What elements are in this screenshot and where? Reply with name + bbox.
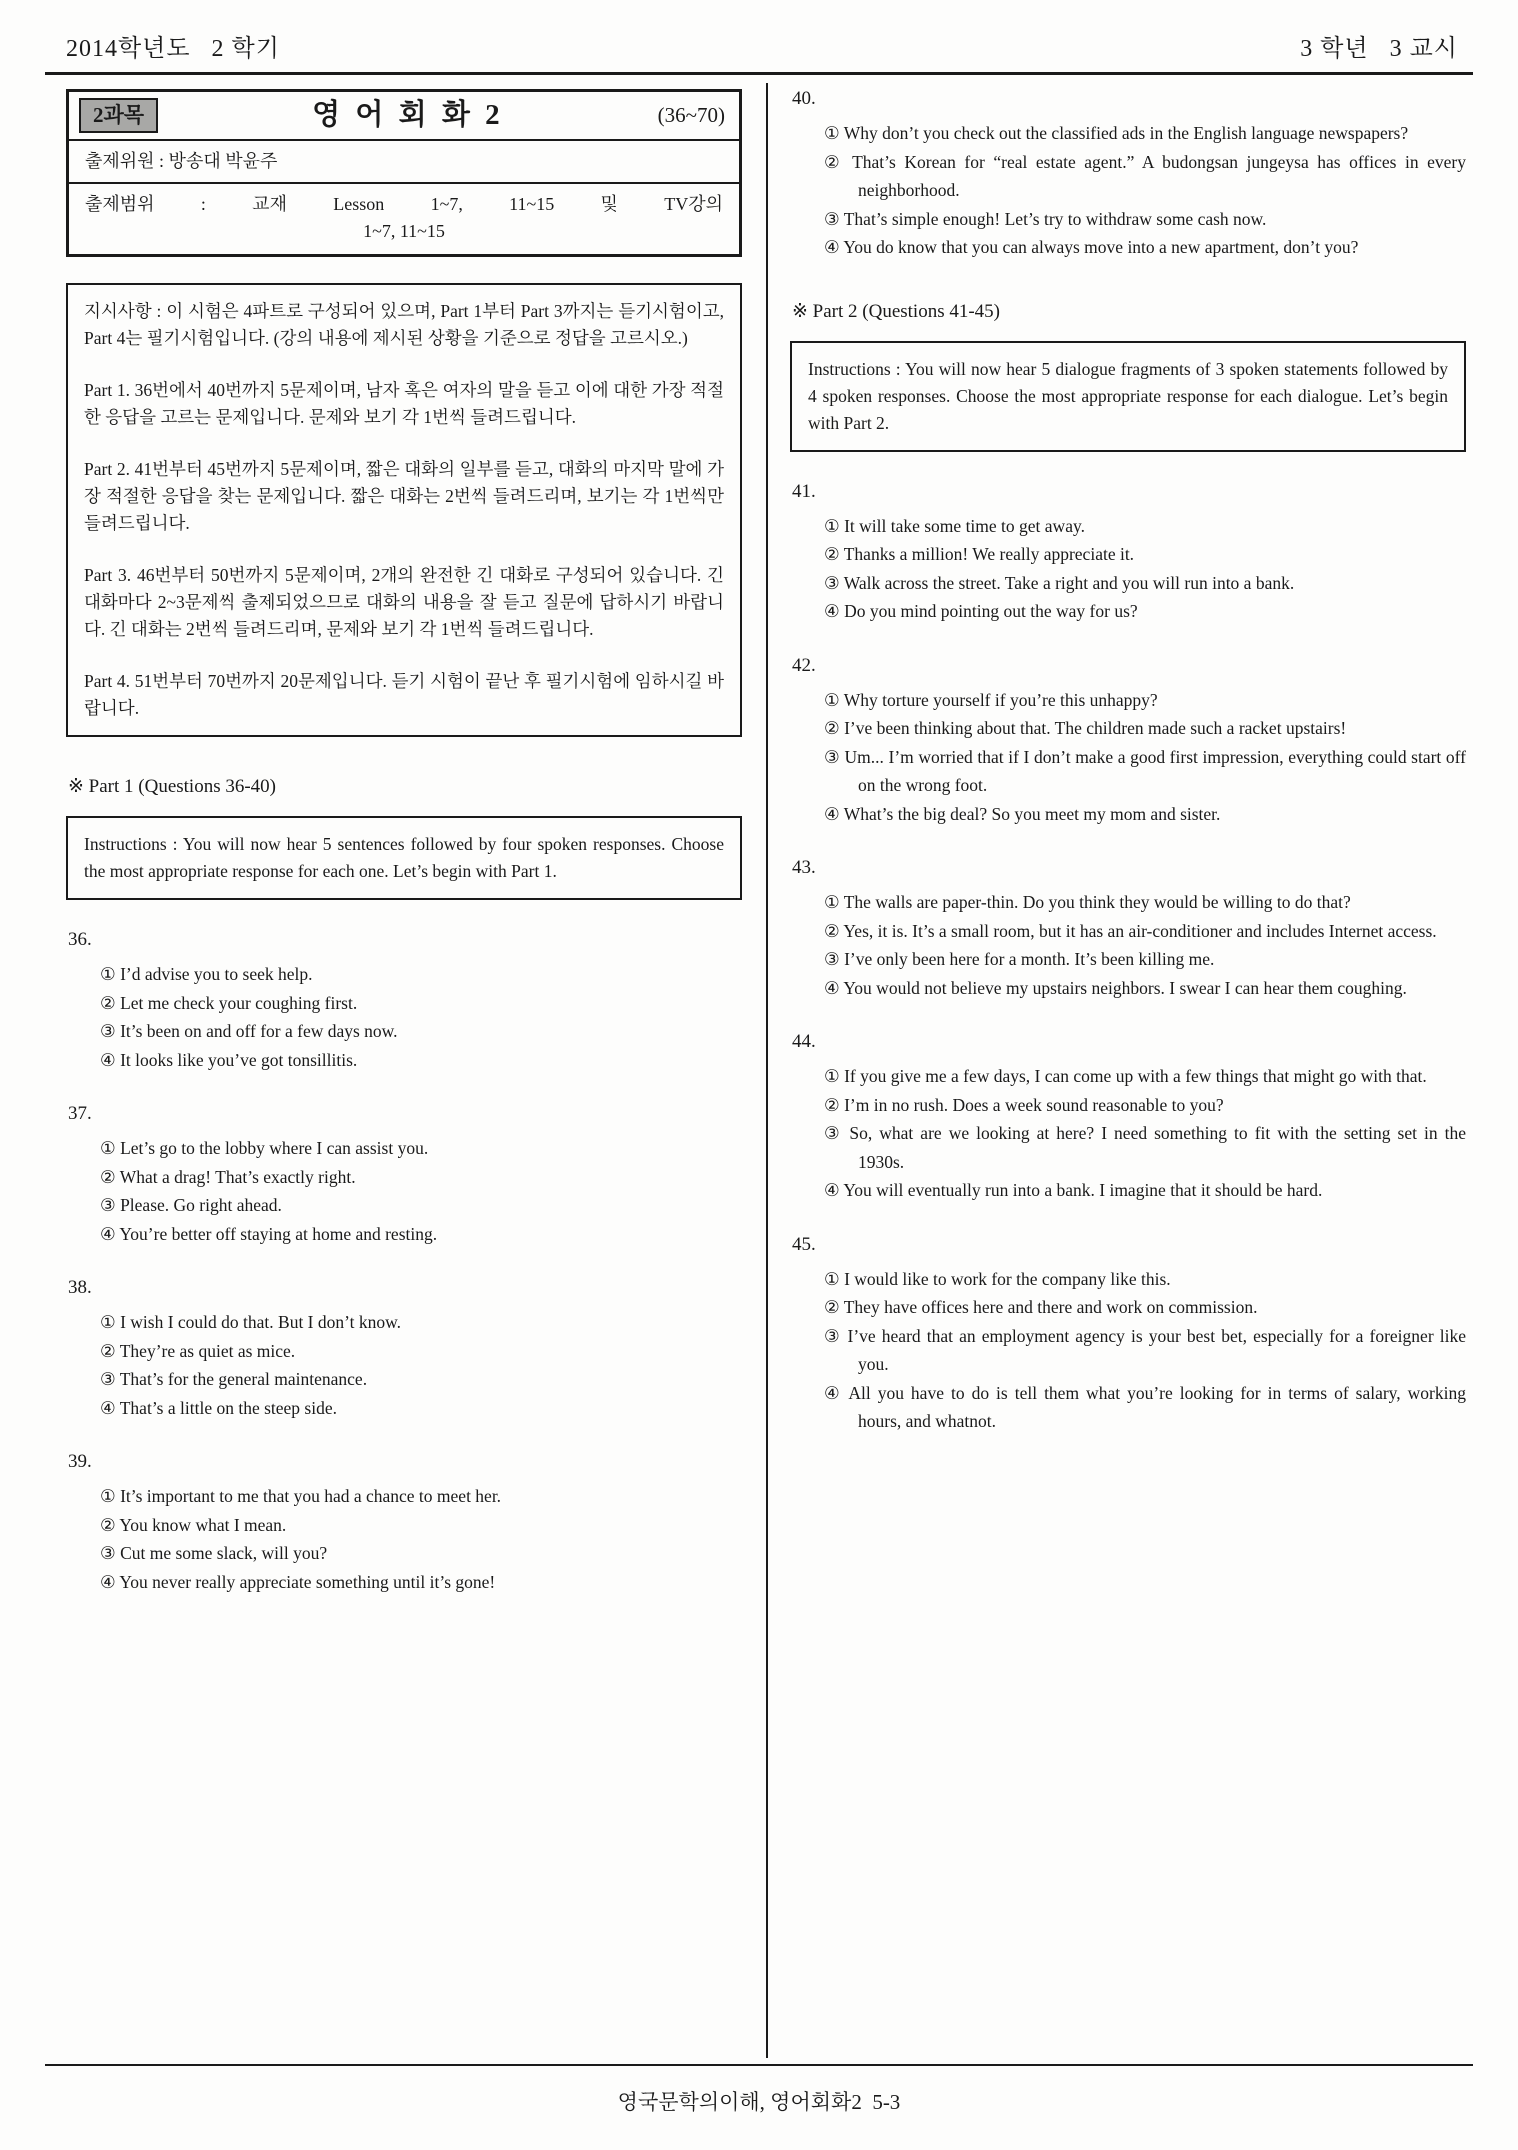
question-43-number: 43. [792, 857, 816, 878]
question-42-option-1: ① Why torture yourself if you’re this unhappy? [824, 689, 1158, 710]
question-37-option-4: ④ You’re better off staying at home and resting. [100, 1223, 438, 1244]
question-36 [66, 926, 742, 1074]
question-36-option-1: ① I’d advise you to seek help. [100, 964, 313, 984]
question-44-option-1: ① If you give me a few days, I can come up with a few things that might go with that. [824, 1066, 1427, 1086]
question-41 [790, 478, 1466, 626]
page-header [66, 28, 1458, 63]
question-37-option-2: ② What a drag! That’s exactly right. [100, 1166, 356, 1187]
question-45-option-2: ② They have offices here and there and work on commission. [824, 1297, 1258, 1317]
question-36-option-4: ④ It looks like you’ve got tonsillitis. [100, 1049, 358, 1070]
question-41-option-4: ④ Do you mind pointing out the way for us? [824, 601, 1138, 621]
question-43-option-1: ① The walls are paper-thin. Do you think they would be willing to do that? [824, 892, 1351, 912]
scope-row [69, 184, 739, 254]
header-term: 2014학년도 2 학기 [66, 36, 280, 62]
question-45-option-3: ③ I’ve heard that an employment agency is your best bet, especially for a foreigner like you. [824, 1325, 1466, 1374]
part1-instructions-box [66, 816, 742, 900]
question-36-number: 36. [68, 929, 92, 950]
question-44-option-2: ② I’m in no rush. Does a week sound reasonable to you? [824, 1094, 1224, 1115]
committee-row: 출제위원 : 방송대 박윤주 [69, 141, 739, 184]
page-columns [66, 83, 1466, 2058]
question-39-option-2: ② You know what I mean. [100, 1514, 287, 1535]
question-41-option-2: ② Thanks a million! We really appreciate it. [824, 544, 1135, 564]
subject-info-box [66, 89, 742, 257]
question-range: (36~70) [657, 103, 725, 127]
question-38-option-4: ④ That’s a little on the steep side. [100, 1397, 337, 1418]
left-column [66, 83, 766, 2058]
scope-line-2: 1~7, 11~15 [363, 221, 445, 241]
page-footer: 영국문학의이해, 영어회화2 5-3 [617, 2090, 901, 2114]
part2-instructions-box [790, 341, 1466, 452]
question-39 [66, 1448, 742, 1596]
question-39-option-3: ③ Cut me some slack, will you? [100, 1543, 328, 1563]
question-39-option-1: ① It’s important to me that you had a chance to meet her. [100, 1486, 502, 1506]
question-38-option-3: ③ That’s for the general maintenance. [100, 1369, 368, 1389]
question-38-option-2: ② They’re as quiet as mice. [100, 1340, 296, 1361]
question-43-option-4: ④ You would not believe my upstairs neighbors. I swear I can hear them coughing. [824, 977, 1407, 998]
question-45-option-4: ④ All you have to do is tell them what you’re looking for in terms of salary, working hours, and whatnot. [824, 1382, 1466, 1431]
question-42-option-3: ③ Um... I’m worried that if I don’t make a good first impression, everything could start off on the wrong foot. [824, 746, 1466, 795]
question-38 [66, 1274, 742, 1422]
question-37-number: 37. [68, 1103, 92, 1124]
question-40-option-1: ① Why don’t you check out the classified ads in the English language newspapers? [824, 123, 1409, 143]
question-45-option-1: ① I would like to work for the company like this. [824, 1268, 1171, 1289]
question-44-option-3: ③ So, what are we looking at here? I need something to fit with the setting set in the 1930s. [824, 1123, 1466, 1172]
directions-part3: Part 3. 46번부터 50번까지 5문제이며, 2개의 완전한 긴 대화로 구성되어 있습니다. 긴 대화마다 2~3문제씩 출제되었으므로 대화의 내용을 잘 듣고 질문에 답하시기 바랍니다. 긴 대화는 2번씩 들려드리며, 문제와 보기 각 1번씩 들려드립니다. [84, 565, 724, 639]
part2-heading: ※ Part 2 (Questions 41-45) [792, 300, 1001, 322]
part2-instructions: Instructions : You will now hear 5 dialogue fragments of 3 spoken statements followed by 4 spoken responses. Choose the most appropriate response for each dialogue. Let’s begin with Part 2. [808, 358, 1448, 433]
question-44 [790, 1028, 1466, 1205]
subject-title-row [69, 92, 739, 141]
question-37-option-3: ③ Please. Go right ahead. [100, 1195, 282, 1215]
question-41-option-1: ① It will take some time to get away. [824, 515, 1085, 536]
directions-part1: Part 1. 36번에서 40번까지 5문제이며, 남자 혹은 여자의 말을 듣고 이에 대한 가장 적절한 응답을 고르는 문제입니다. 문제와 보기 각 1번씩 들려드립니다. [84, 380, 724, 427]
directions-part4: Part 4. 51번부터 70번까지 20문제입니다. 듣기 시험이 끝난 후 필기시험에 임하시길 바랍니다. [84, 671, 724, 718]
question-42 [790, 652, 1466, 829]
question-40 [790, 85, 1466, 262]
part1-heading: ※ Part 1 (Questions 36-40) [68, 776, 277, 797]
question-36-option-3: ③ It’s been on and off for a few days now. [100, 1021, 398, 1041]
question-39-number: 39. [68, 1451, 92, 1472]
directions-intro: 지시사항 : 이 시험은 4파트로 구성되어 있으며, Part 1부터 Part 3까지는 듣기시험이고, Part 4는 필기시험입니다. (강의 내용에 제시된 상황을 기준으로 정답을 고르시오.) [84, 301, 724, 348]
subject-number-badge: 2과목 [79, 98, 158, 133]
question-43-option-2: ② Yes, it is. It’s a small room, but it has an air-conditioner and includes Internet access. [824, 920, 1437, 941]
question-38-option-1: ① I wish I could do that. But I don’t know. [100, 1312, 402, 1332]
question-41-number: 41. [792, 480, 816, 502]
part1-instructions: Instructions : You will now hear 5 sentences followed by four spoken responses. Choose the most appropriate response for each one. Let’s begin with Part 1. [84, 834, 724, 881]
question-42-option-4: ④ What’s the big deal? So you meet my mom and sister. [824, 803, 1221, 824]
question-37-option-1: ① Let’s go to the lobby where I can assist you. [100, 1138, 429, 1158]
directions-box [66, 283, 742, 737]
subject-title: 영 어 회 화 2 [312, 99, 504, 131]
header-grade-period: 3 학년 3 교시 [1300, 36, 1458, 62]
question-38-number: 38. [68, 1277, 92, 1298]
question-44-number: 44. [792, 1031, 816, 1052]
question-40-option-3: ③ That’s simple enough! Let’s try to withdraw some cash now. [824, 208, 1267, 229]
footer-rule [45, 2064, 1473, 2066]
question-43 [790, 854, 1466, 1002]
question-40-option-4: ④ You do know that you can always move into a new apartment, don’t you? [824, 237, 1359, 257]
right-column [768, 83, 1466, 2058]
question-39-option-4: ④ You never really appreciate something until it’s gone! [100, 1571, 496, 1592]
question-45 [790, 1231, 1466, 1436]
question-42-number: 42. [792, 654, 816, 676]
question-37 [66, 1100, 742, 1248]
header-rule [45, 72, 1473, 75]
question-36-option-2: ② Let me check your coughing first. [100, 992, 358, 1013]
question-40-number: 40. [792, 88, 816, 109]
question-45-number: 45. [792, 1233, 816, 1255]
question-43-option-3: ③ I’ve only been here for a month. It’s been killing me. [824, 949, 1215, 969]
question-40-option-2: ② That’s Korean for “real estate agent.” A budongsan jungeysa has offices in every neighborhood. [824, 151, 1466, 200]
question-42-option-2: ② I’ve been thinking about that. The children made such a racket upstairs! [824, 718, 1347, 738]
directions-part2: Part 2. 41번부터 45번까지 5문제이며, 짧은 대화의 일부를 듣고, 대화의 마지막 말에 가장 적절한 응답을 찾는 문제입니다. 짧은 대화는 2번씩 들려드리며, 보기는 각 1번씩만 들려드립니다. [84, 459, 724, 533]
question-41-option-3: ③ Walk across the street. Take a right and you will run into a bank. [824, 572, 1295, 593]
scope-line-1: 출제범위 : 교재 Lesson 1~7, 11~15 및 TV강의 [85, 194, 723, 214]
question-44-option-4: ④ You will eventually run into a bank. I imagine that it should be hard. [824, 1180, 1323, 1200]
